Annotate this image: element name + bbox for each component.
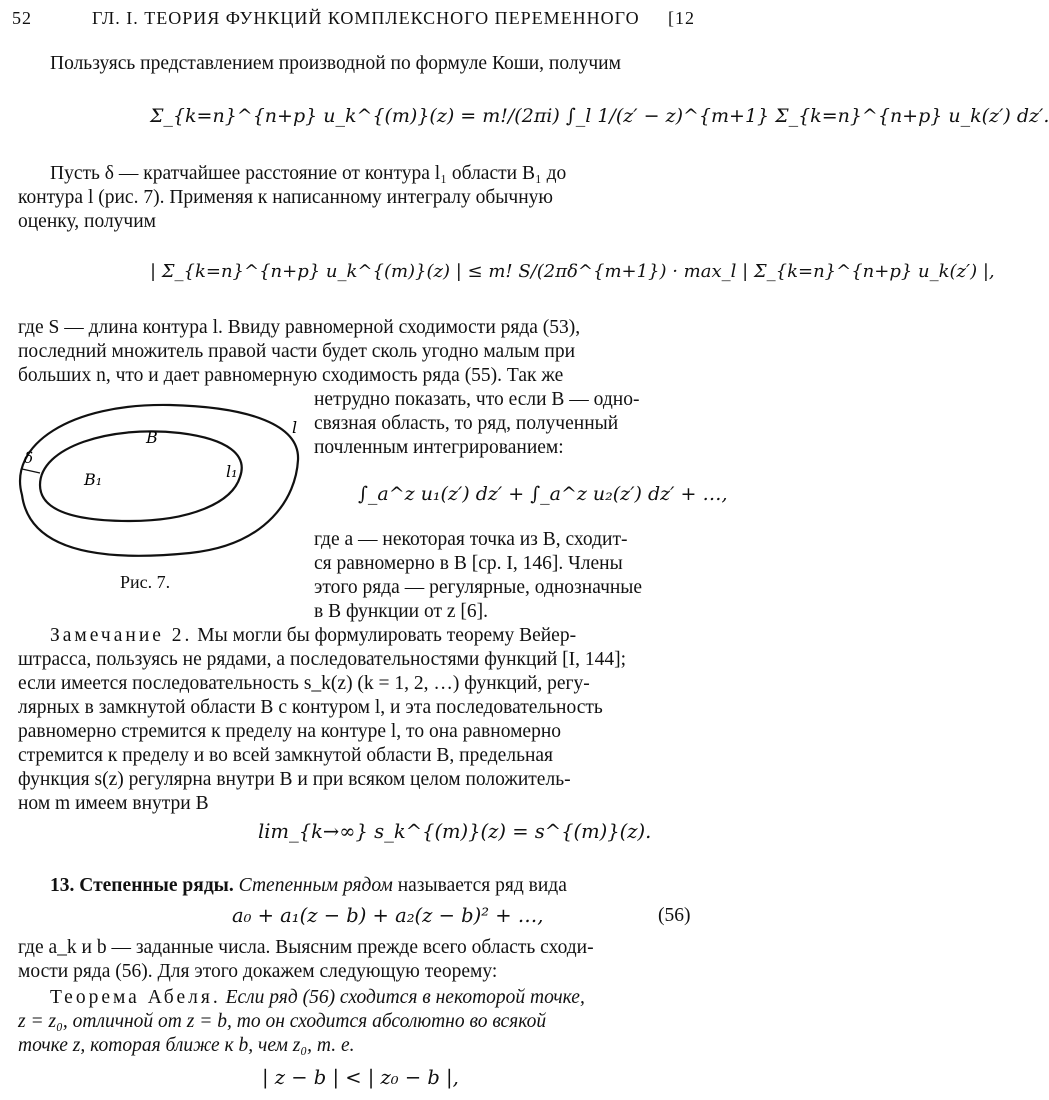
text-line: Пусть δ — кратчайшее расстояние от контура l₁ области B₁ до [50, 163, 567, 184]
text-line: в B функции от z [6]. [314, 601, 488, 622]
formula-integrals: ∫_a^z u₁(z′) dz′ + ∫_a^z u₂(z′) dz′ + …, [358, 483, 728, 505]
figure-7 [0, 385, 312, 565]
text-line: больших n, что и дает равномерную сходимость ряда (55). Так же [18, 365, 564, 386]
text-line: контура l (рис. 7). Применяя к написанному интегралу обычную [18, 187, 553, 208]
remark-title: Замечание 2. [50, 625, 193, 646]
text-line: мости ряда (56). Для этого докажем следующую теорему: [18, 961, 498, 982]
text-line: равномерно стремится к пределу на контуре l, то она равномерно [18, 721, 562, 742]
text-line: связная область, то ряд, полученный [314, 413, 619, 434]
text-line: если имеется последовательность s_k(z) (k = 1, 2, …) функций, регу- [18, 673, 590, 694]
theorem-text: Если ряд (56) сходится в некоторой точке, [225, 987, 585, 1008]
theorem-line [50, 986, 585, 1010]
formula-56: a₀ + a₁(z − b) + a₂(z − b)² + …, [232, 904, 544, 927]
text-line: Пользуясь представлением производной по формуле Коши, получим [50, 53, 621, 74]
section-ref: [12 [668, 8, 695, 28]
text-line: ся равномерно в B [ср. I, 146]. Члены [314, 553, 623, 574]
theorem-title: Теорема Абеля. [50, 987, 221, 1008]
label-l1: l₁ [226, 462, 238, 481]
contour-l [20, 405, 298, 556]
delta-segment [22, 469, 40, 473]
text-line: где S — длина контура l. Ввиду равномерной сходимости ряда (53), [18, 317, 581, 338]
text-line: оценку, получим [18, 211, 157, 232]
text-line: z = z₀, отличной от z = b, то он сходится абсолютно во всякой [18, 1011, 547, 1032]
text-line: ном m имеем внутри B [18, 793, 209, 814]
text-line: стремится к пределу и во всей замкнутой области B, предельная [18, 745, 554, 766]
equation-number: (56) [658, 905, 691, 926]
label-delta: δ [24, 449, 34, 467]
running-title: ГЛ. I. ТЕОРИЯ ФУНКЦИЙ КОМПЛЕКСНОГО ПЕРЕМЕННОГО [92, 8, 640, 28]
text-line: где a — некоторая точка из B, сходит- [314, 529, 628, 550]
text-line: лярных в замкнутой области B с контуром l, и эта последовательность [18, 697, 603, 718]
section-13-line [50, 874, 567, 898]
text-line: нетрудно показать, что если B — одно- [314, 389, 640, 410]
page-number: 52 [12, 8, 32, 28]
section-text: называется ряд вида [397, 875, 567, 896]
text-line: где a_k и b — заданные числа. Выясним прежде всего область сходи- [18, 937, 594, 958]
text-line: почленным интегрированием: [314, 437, 564, 458]
label-l: l [292, 418, 298, 437]
text-line: функция s(z) регулярна внутри B и при всяком целом положитель- [18, 769, 571, 790]
label-B1: B₁ [84, 470, 103, 489]
term-power-series: Степенным рядом [238, 875, 393, 896]
section-heading: 13. Степенные ряды. [50, 875, 234, 896]
text-line: точке z, которая ближе к b, чем z₀, т. е. [18, 1035, 355, 1056]
remark-text: Мы могли бы формулировать теорему Вейер- [197, 625, 577, 646]
text-line: этого ряда — регулярные, однозначные [314, 577, 643, 598]
figure-caption: Рис. 7. [120, 572, 171, 592]
formula-abel: | z − b | < | z₀ − b |, [262, 1066, 459, 1089]
formula-estimate: | Σ_{k=n}^{n+p} u_k^{(m)}(z) | ≤ m! S/(2πδ^{m+1}) · max_l | Σ_{k=n}^{n+p} u_k(z′) |, [150, 261, 995, 282]
text-line: штрасса, пользуясь не рядами, а последовательностями функций [I, 144]; [18, 649, 627, 670]
formula-cauchy: Σ_{k=n}^{n+p} u_k^{(m)}(z) = m!/(2πi) ∫_l 1/(z′ − z)^{m+1} Σ_{k=n}^{n+p} u_k(z′) dz′. [150, 105, 1049, 127]
label-B: B [146, 428, 158, 447]
formula-limit: lim_{k→∞} s_k^{(m)}(z) = s^{(m)}(z). [258, 820, 652, 843]
text-line: последний множитель правой части будет сколь угодно малым при [18, 341, 576, 362]
contour-l1 [40, 431, 242, 521]
remark-line [50, 624, 576, 648]
